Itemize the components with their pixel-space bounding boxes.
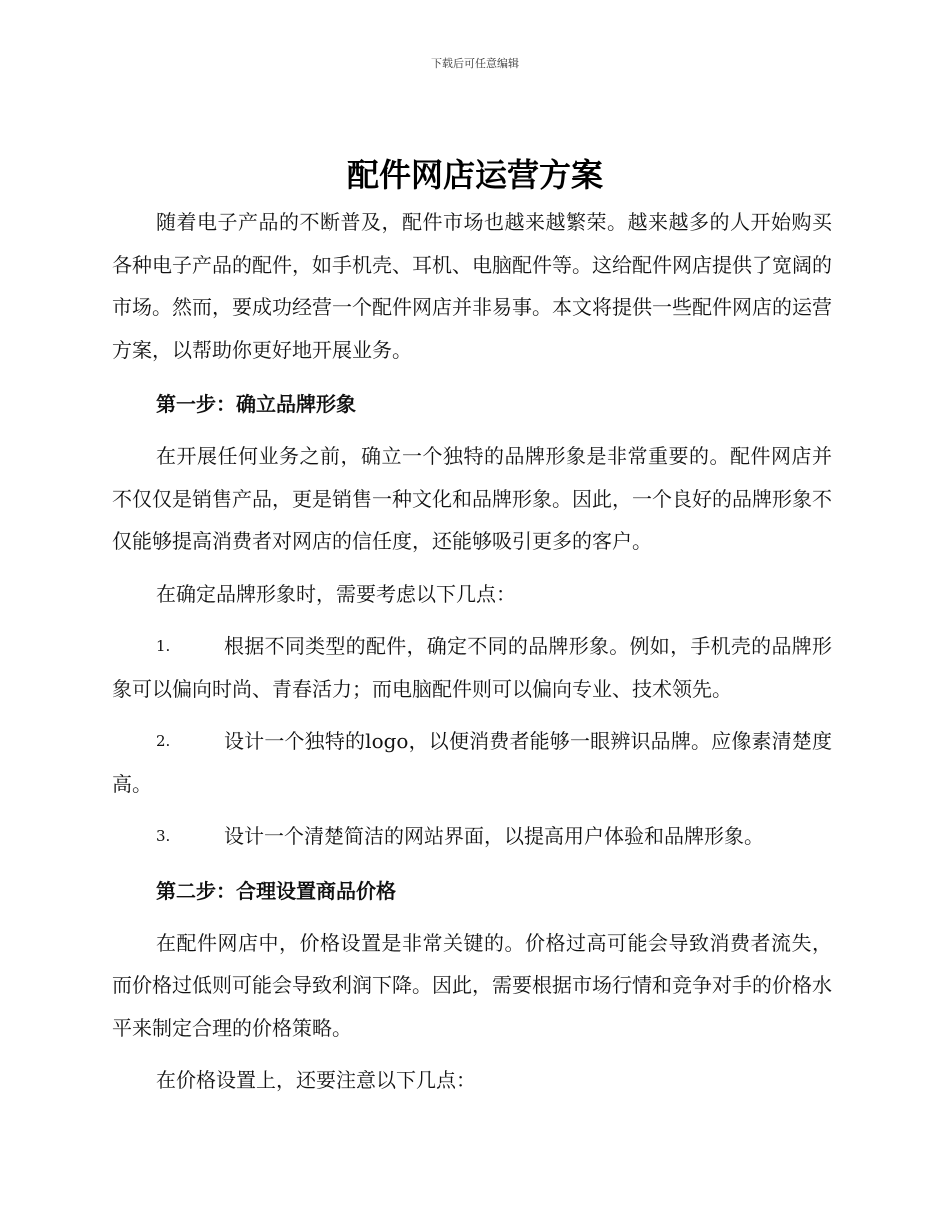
list-item [112, 720, 832, 805]
step1-paragraph-1: 在开展任何业务之前，确立一个独特的品牌形象是非常重要的。配件网店并不仅仅是销售产品，更是销售一种文化和品牌形象。因此，一个良好的品牌形象不仅能够提高消费者对网店的信任度，还能够吸引更多的客户。 [112, 444, 832, 553]
list-item [112, 625, 832, 710]
list-item-number: 2. [156, 732, 171, 750]
step2-paragraph-1: 在配件网店中，价格设置是非常关键的。价格过高可能会导致消费者流失，而价格过低则可能会导致利润下降。因此，需要根据市场行情和竞争对手的价格水平来制定合理的价格策略。 [112, 930, 832, 1040]
step1-heading: 第一步：确立品牌形象 [156, 392, 356, 416]
list-item-text: 设计一个独特的logo，以便消费者能够一眼辨识品牌。应像素清楚度高。 [112, 729, 832, 796]
list-item [112, 815, 832, 858]
page-header-note: 下载后可任意编辑 [431, 57, 519, 70]
step2-heading: 第二步：合理设置商品价格 [156, 878, 396, 903]
step1-paragraph-2: 在确定品牌形象时，需要考虑以下几点： [156, 581, 516, 606]
list-item-text: 根据不同类型的配件，确定不同的品牌形象。例如，手机壳的品牌形象可以偏向时尚、青春活力；而电脑配件则可以偏向专业、技术领先。 [112, 634, 832, 701]
document-body [112, 201, 832, 1102]
list-item-number: 1. [156, 637, 171, 655]
intro-paragraph: 随着电子产品的不断普及，配件市场也越来越繁荣。越来越多的人开始购买各种电子产品的配件，如手机壳、耳机、电脑配件等。这给配件网店提供了宽阔的市场。然而，要成功经营一个配件网店并非易事。本文将提供一些配件网店的运营方案，以帮助你更好地开展业务。 [112, 210, 832, 362]
list-item-number: 3. [156, 827, 171, 845]
document-title: 配件网店运营方案 [346, 156, 603, 194]
step2-paragraph-2: 在价格设置上，还要注意以下几点： [156, 1068, 476, 1092]
list-item-text: 设计一个清楚简洁的网站界面，以提高用户体验和品牌形象。 [224, 824, 764, 848]
